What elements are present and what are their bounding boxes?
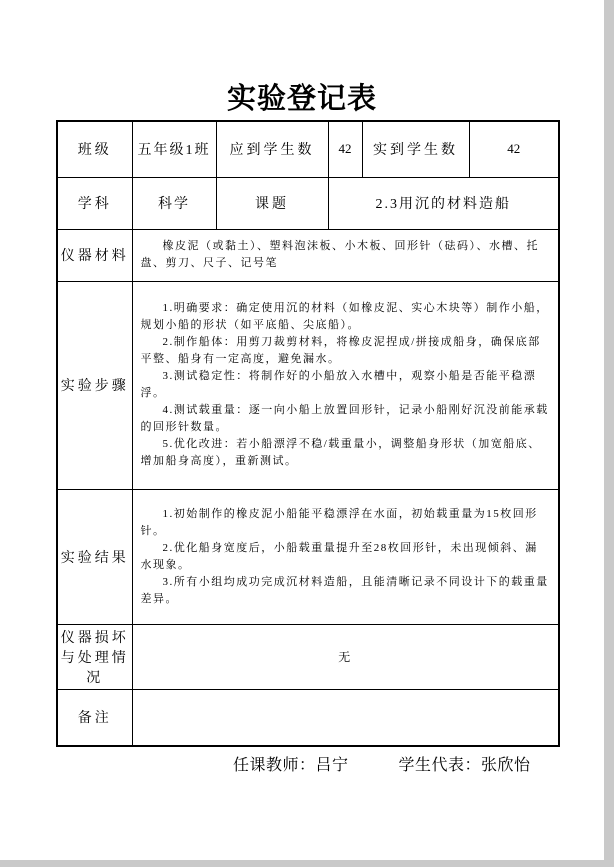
page-title: 实验登记表 <box>226 83 377 115</box>
step-item: 5.优化改进：若小船漂浮不稳/载重量小，调整船身形状（加宽船底、增加船身高度），重新测试。 <box>140 438 541 467</box>
class-label: 班级 <box>57 121 132 177</box>
subject-value: 科学 <box>132 177 216 229</box>
expected-students-value: 42 <box>328 121 362 177</box>
table-row-steps <box>57 281 559 489</box>
materials-content <box>132 229 559 281</box>
class-value: 五年级1班 <box>132 121 216 177</box>
result-item: 3.所有小组均成功完成沉材料造船，且能清晰记录不同设计下的载重量差异。 <box>140 575 549 605</box>
damage-label: 仪器损坏与处理情况 <box>57 624 132 689</box>
page-edge-bottom <box>0 860 614 867</box>
results-label: 实验结果 <box>57 489 132 624</box>
subject-label: 学科 <box>57 177 132 229</box>
step-item: 3.测试稳定性：将制作好的小船放入水槽中，观察小船是否能平稳漂浮。 <box>140 370 537 399</box>
actual-students-value: 42 <box>469 121 559 177</box>
student-signature: 学生代表：张欣怡 <box>398 757 531 774</box>
steps-content <box>132 281 559 489</box>
page-edge-right <box>604 0 614 867</box>
topic-label: 课题 <box>216 177 328 229</box>
teacher-signature: 任课教师：吕宁 <box>233 757 349 774</box>
signature-line <box>233 752 531 775</box>
experiment-registration-table <box>56 120 560 747</box>
table-row-remarks <box>57 689 559 746</box>
table-row-materials <box>57 229 559 281</box>
step-item: 1.明确要求：确定使用沉的材料（如橡皮泥、实心木块等）制作小船，规划小船的形状（如平底船、尖底船）。 <box>140 302 549 331</box>
steps-label: 实验步骤 <box>57 281 132 489</box>
result-item: 2.优化船身宽度后，小船载重量提升至28枚回形针，未出现倾斜、漏水现象。 <box>140 541 538 571</box>
table-row-results <box>57 489 559 624</box>
result-item: 1.初始制作的橡皮泥小船能平稳漂浮在水面，初始载重量为15枚回形针。 <box>140 507 538 537</box>
actual-students-label: 实到学生数 <box>362 121 469 177</box>
table-row-class-info <box>57 121 559 177</box>
materials-label: 仪器材料 <box>57 229 132 281</box>
results-content <box>132 489 559 624</box>
materials-text: 橡皮泥（或黏土）、塑料泡沫板、小木板、回形针（砝码）、水槽、托盘、剪刀、尺子、记号笔 <box>140 240 539 269</box>
table-row-subject-topic <box>57 177 559 229</box>
remarks-value <box>132 689 559 746</box>
remarks-label: 备注 <box>57 689 132 746</box>
expected-students-label: 应到学生数 <box>216 121 328 177</box>
damage-value: 无 <box>132 624 559 689</box>
topic-value: 2.3用沉的材料造船 <box>328 177 559 229</box>
step-item: 2.制作船体：用剪刀裁剪材料，将橡皮泥捏成/拼接成船身，确保底部平整、船身有一定高度，避免漏水。 <box>140 336 541 365</box>
step-item: 4.测试载重量：逐一向小船上放置回形针，记录小船刚好沉没前能承载的回形针数量。 <box>140 404 549 433</box>
table-row-damage <box>57 624 559 689</box>
